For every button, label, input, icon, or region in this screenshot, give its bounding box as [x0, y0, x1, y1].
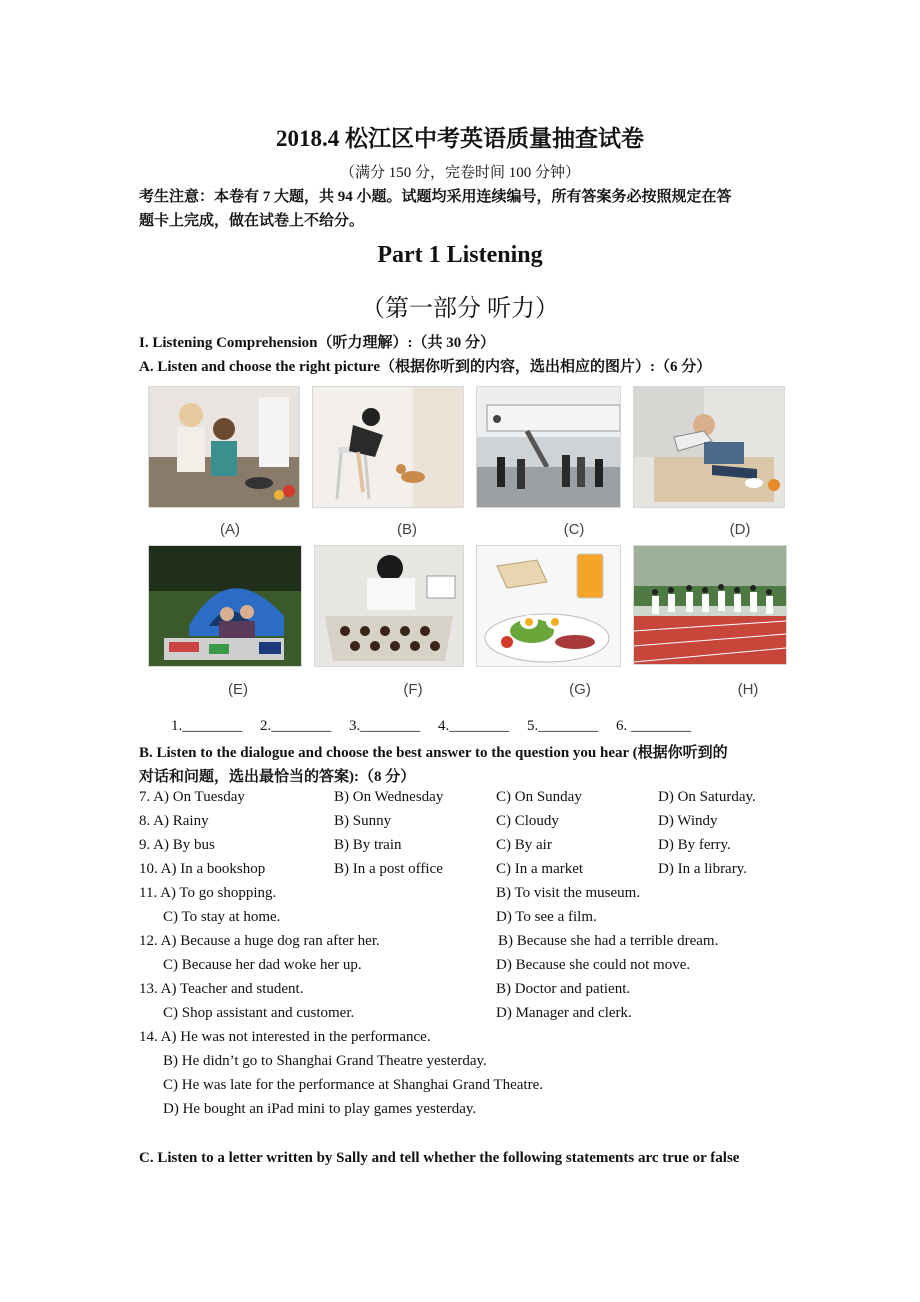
picture-h-running [633, 545, 787, 665]
q8-option-d: D) Windy [658, 813, 718, 829]
q7-option-c: C) On Sunday [496, 789, 582, 805]
answer-blank-1[interactable]: 1.________ [171, 718, 243, 734]
q12-option-d: D) Because she could not move. [496, 957, 691, 973]
q10-option-a: 10. A) In a bookshop [139, 861, 266, 877]
picture-d-reading [633, 386, 785, 508]
q10-option-d: D) In a library. [658, 861, 747, 877]
picture-label-d: (D) [729, 521, 751, 538]
section-a-heading: A. Listen and choose the right picture（根据你听到的内容，选出相应的图片）:（6 分） [139, 359, 712, 375]
q9-option-b: B) By train [334, 837, 402, 853]
q11-option-a: 11. A) To go shopping. [139, 885, 277, 901]
q7-option-a: 7. A) On Tuesday [139, 789, 245, 805]
q11-option-d: D) To see a film. [496, 909, 597, 925]
notice-line-1: 考生注意：本卷有 7 大题，共 94 小题。试题均采用连续编号，所有答案务必按照规定在答 [139, 189, 732, 205]
q11-option-b: B) To visit the museum. [496, 885, 641, 901]
picture-label-f: (F) [403, 681, 423, 698]
breakfast-plate-image [477, 546, 620, 666]
q14-option-b: B) He didn’t go to Shanghai Grand Theatre yesterday. [163, 1053, 487, 1069]
q7-option-b: B) On Wednesday [334, 789, 444, 805]
q12-option-a: 12. A) Because a huge dog ran after her. [139, 933, 380, 949]
q10-option-b: B) In a post office [334, 861, 443, 877]
picture-label-h: (H) [737, 681, 759, 698]
q12-option-b: B) Because she had a terrible dream. [498, 933, 719, 949]
q11-option-c: C) To stay at home. [163, 909, 281, 925]
q7-option-d: D) On Saturday. [658, 789, 756, 805]
picture-label-g: (G) [569, 681, 591, 698]
q14-option-a: 14. A) He was not interested in the performance. [139, 1029, 431, 1045]
girl-with-dog-image [313, 387, 463, 507]
running-track-image [634, 546, 786, 664]
answer-blank-2[interactable]: 2.________ [260, 718, 332, 734]
q13-option-a: 13. A) Teacher and student. [139, 981, 304, 997]
picture-g-breakfast [476, 545, 621, 667]
airplane-image [477, 387, 620, 507]
exam-notice [139, 185, 789, 233]
q14-option-c: C) He was late for the performance at Shanghai Grand Theatre. [163, 1077, 543, 1093]
exam-subtitle: （满分 150 分，完卷时间 100 分钟） [339, 165, 580, 181]
q9-option-d: D) By ferry. [658, 837, 731, 853]
q13-option-b: B) Doctor and patient. [496, 981, 631, 997]
part-subtitle: （第一部分 听力） [361, 296, 559, 322]
picture-f-checkers [314, 545, 464, 667]
exam-title: 2018.4 松江区中考英语质量抽查试卷 [276, 126, 644, 151]
boy-playing-checkers-image [315, 546, 463, 666]
part-title: Part 1 Listening [377, 242, 543, 268]
q12-option-c: C) Because her dad woke her up. [163, 957, 362, 973]
section-b-heading-2: 对话和问题，选出最恰当的答案):（8 分） [139, 769, 416, 785]
section-1-heading: I. Listening Comprehension（听力理解）:（共 30 分） [139, 335, 496, 351]
picture-a-kitchen [148, 386, 300, 508]
q9-option-a: 9. A) By bus [139, 837, 215, 853]
q10-option-c: C) In a market [496, 861, 584, 877]
section-b-heading-1: B. Listen to the dialogue and choose the best answer to the question you hear (根据你听到的 [139, 745, 728, 761]
notice-line-2: 题卡上完成，做在试卷上不给分。 [139, 213, 365, 229]
picture-b-dog [312, 386, 464, 508]
man-reading-image [634, 387, 784, 507]
q8-option-a: 8. A) Rainy [139, 813, 209, 829]
picture-label-c: (C) [563, 521, 585, 538]
answer-blank-6[interactable]: 6. ________ [616, 718, 691, 734]
picture-c-airplane [476, 386, 621, 508]
q13-option-c: C) Shop assistant and customer. [163, 1005, 355, 1021]
q8-option-b: B) Sunny [334, 813, 392, 829]
answer-blanks [171, 718, 705, 735]
q14-option-d: D) He bought an iPad mini to play games yesterday. [163, 1101, 477, 1117]
q9-option-c: C) By air [496, 837, 552, 853]
answer-blank-3[interactable]: 3.________ [349, 718, 421, 734]
q8-option-c: C) Cloudy [496, 813, 559, 829]
answer-blank-4[interactable]: 4.________ [438, 718, 510, 734]
q13-option-d: D) Manager and clerk. [496, 1005, 632, 1021]
section-c-heading: C. Listen to a letter written by Sally and tell whether the following statements arc true or false [139, 1150, 740, 1166]
picture-e-camping [148, 545, 302, 667]
picture-label-b: (B) [397, 521, 417, 538]
answer-blank-5[interactable]: 5.________ [527, 718, 599, 734]
picture-label-a: (A) [220, 521, 240, 538]
camping-tent-image [149, 546, 301, 666]
kitchen-image [149, 387, 299, 507]
picture-label-e: (E) [228, 681, 248, 698]
